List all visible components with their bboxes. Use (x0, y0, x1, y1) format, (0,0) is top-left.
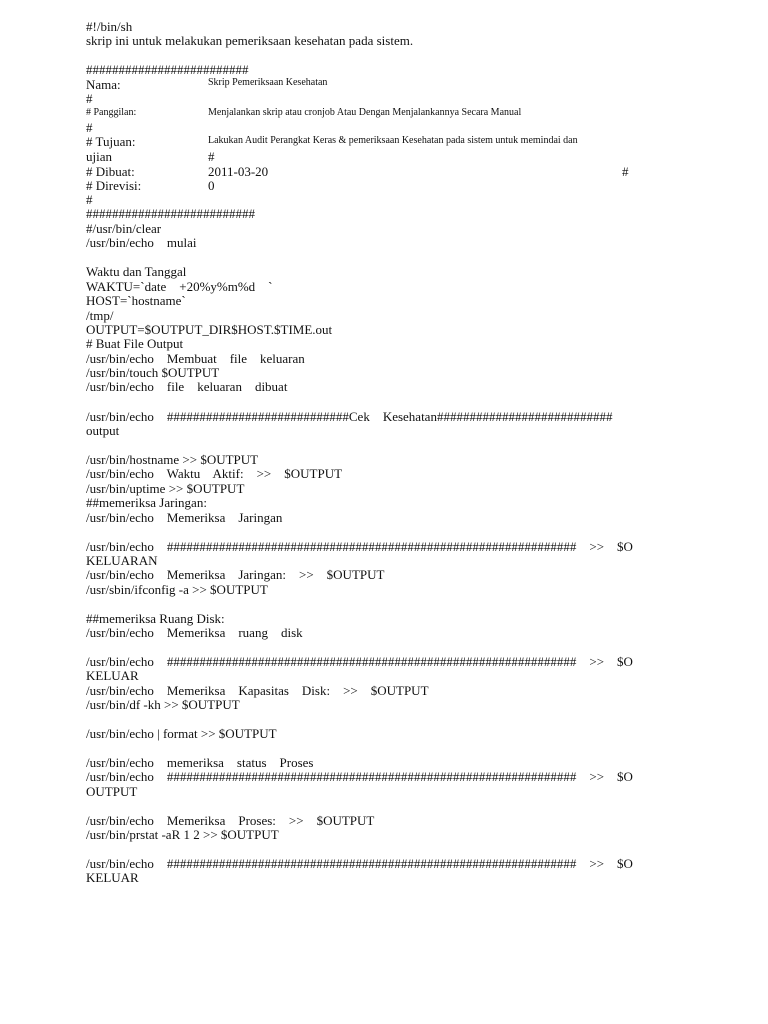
script-line: /usr/bin/df -kh >> $OUTPUT (86, 697, 240, 712)
shebang-line: #!/bin/sh (86, 19, 133, 34)
script-line: /usr/bin/echo ############################################################### >> $O (86, 769, 633, 784)
script-line: OUTPUT (86, 784, 138, 799)
script-line: /usr/bin/echo ############################Cek Kesehatan########################### (86, 409, 613, 424)
tujuan-label: # Tujuan: (86, 134, 136, 149)
direvisi-value: 0 (208, 178, 215, 193)
script-line: /usr/bin/echo Memeriksa Jaringan: >> $OUTPUT (86, 567, 385, 582)
script-line: /usr/bin/echo memeriksa status Proses (86, 755, 314, 770)
header-hash: # (86, 192, 93, 207)
hash-divider: ########################## (86, 206, 255, 221)
script-line: /usr/bin/touch $OUTPUT (86, 365, 220, 380)
script-line: /usr/bin/echo Membuat file keluaran (86, 351, 305, 366)
header-hash: # (86, 120, 93, 135)
script-line: /usr/bin/echo Waktu Aktif: >> $OUTPUT (86, 466, 343, 481)
script-line: HOST=`hostname` (86, 293, 186, 308)
script-line: #/usr/bin/clear (86, 221, 162, 236)
panggilan-label: # Panggilan: (86, 107, 137, 118)
script-line: KELUAR (86, 668, 139, 683)
dibuat-hash: # (622, 164, 629, 179)
script-line: KELUARAN (86, 553, 158, 568)
script-line: /usr/bin/echo Memeriksa Kapasitas Disk: >> $OUTPUT (86, 683, 429, 698)
script-line: /usr/bin/prstat -aR 1 2 >> $OUTPUT (86, 827, 279, 842)
script-line: /usr/bin/echo ############################################################### >> $O (86, 539, 633, 554)
script-line: /usr/bin/hostname >> $OUTPUT (86, 452, 259, 467)
script-line: /usr/bin/echo ############################################################### >> $O (86, 856, 633, 871)
dibuat-value: 2011-03-20 (208, 164, 269, 179)
description-line: skrip ini untuk melakukan pemeriksaan kesehatan pada sistem. (86, 33, 414, 48)
nama-label: Nama: (86, 77, 121, 92)
script-line: output (86, 423, 120, 438)
script-line: Waktu dan Tanggal (86, 264, 187, 279)
script-line: /usr/bin/echo Memeriksa Jaringan (86, 510, 283, 525)
script-line: /usr/bin/uptime >> $OUTPUT (86, 481, 245, 496)
script-line: /usr/bin/echo Memeriksa Proses: >> $OUTPUT (86, 813, 375, 828)
script-line: OUTPUT=$OUTPUT_DIR$HOST.$TIME.out (86, 322, 333, 337)
panggilan-value: Menjalankan skrip atau cronjob Atau Dengan Menjalankannya Secara Manual (208, 107, 522, 118)
script-line: /usr/bin/echo Memeriksa ruang disk (86, 625, 303, 640)
script-line: /usr/bin/echo | format >> $OUTPUT (86, 726, 277, 741)
header-hash: # (86, 91, 93, 106)
script-line: # Buat File Output (86, 336, 184, 351)
script-line: ##memeriksa Jaringan: (86, 495, 207, 510)
script-line: ##memeriksa Ruang Disk: (86, 611, 225, 626)
script-line: /usr/bin/echo mulai (86, 235, 197, 250)
nama-value: Skrip Pemeriksaan Kesehatan (208, 77, 328, 88)
script-line: WAKTU=`date +20%y%m%d ` (86, 279, 273, 294)
dibuat-label: # Dibuat: (86, 164, 135, 179)
script-line: /usr/bin/echo file keluaran dibuat (86, 379, 288, 394)
ujian-hash: # (208, 149, 215, 164)
script-line: /tmp/ (86, 308, 114, 323)
tujuan-value: Lakukan Audit Perangkat Keras & pemeriksaan Kesehatan pada sistem untuk memindai dan (208, 135, 578, 146)
script-line: /usr/bin/echo ############################################################### >> $O (86, 654, 633, 669)
direvisi-label: # Direvisi: (86, 178, 142, 193)
ujian-line: ujian (86, 149, 112, 164)
script-line: /usr/sbin/ifconfig -a >> $OUTPUT (86, 582, 268, 597)
script-line: KELUAR (86, 870, 139, 885)
hash-divider: ######################### (86, 62, 249, 77)
